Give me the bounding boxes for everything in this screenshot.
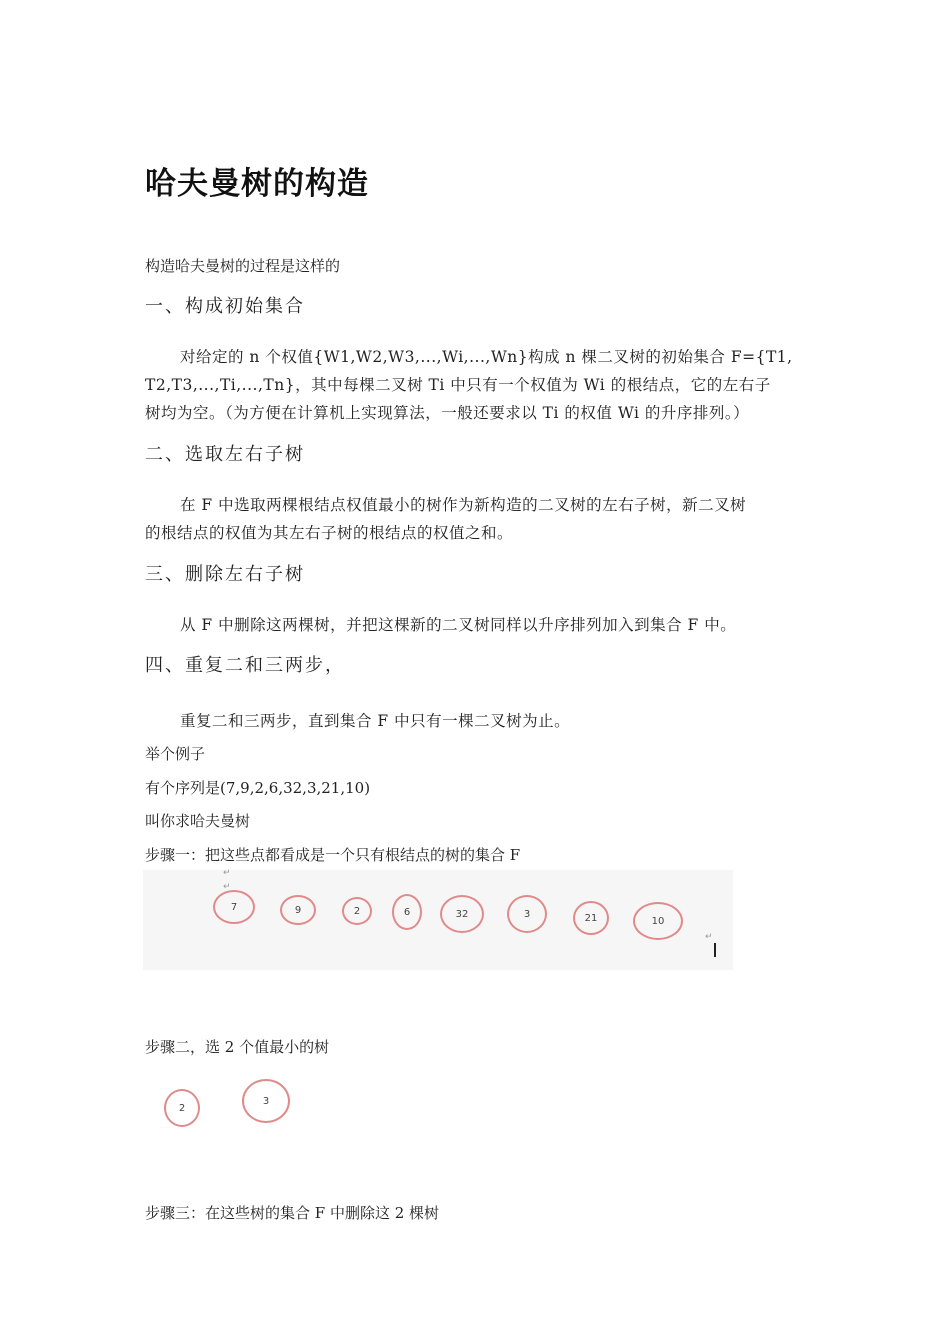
document-title: 哈夫曼树的构造 — [145, 166, 369, 202]
tree-node: 3 — [507, 895, 547, 933]
tree-node: 10 — [633, 902, 683, 940]
example-task: 叫你求哈夫曼树 — [145, 812, 251, 830]
step-1-figure — [143, 870, 733, 970]
tree-node: 21 — [573, 901, 609, 935]
section-3-heading: 三、删除左右子树 — [145, 564, 305, 585]
section-1-heading: 一、构成初始集合 — [145, 296, 305, 317]
return-mark-icon: ↵ — [223, 868, 231, 878]
tree-node: 2 — [342, 897, 372, 925]
step-1-text: 步骤一：把这些点都看成是一个只有根结点的树的集合 F — [145, 846, 521, 864]
section-1-line-3: 树均为空。（为方便在计算机上实现算法，一般还要求以 Ti 的权值 Wi 的升序排列。） — [145, 404, 750, 422]
section-2-line-1: 在 F 中选取两棵根结点权值最小的树作为新构造的二叉树的左右子树，新二叉树 — [180, 496, 747, 514]
step-3-text: 步骤三：在这些树的集合 F 中删除这 2 棵树 — [145, 1204, 440, 1222]
tree-node: 7 — [213, 890, 255, 924]
step-2-figure — [145, 1075, 345, 1135]
section-3-line-1: 从 F 中删除这两棵树，并把这棵新的二叉树同样以升序排列加入到集合 F 中。 — [180, 616, 737, 634]
section-1-line-1: 对给定的 n 个权值{W1,W2,W3,...,Wi,...,Wn}构成 n 棵二叉树的初始集合 F={T1, — [180, 348, 793, 366]
intro-text: 构造哈夫曼树的过程是这样的 — [145, 257, 341, 275]
example-sequence: 有个序列是(7,9,2,6,32,3,21,10) — [145, 779, 371, 797]
tree-node: 32 — [440, 895, 484, 933]
step-2-text: 步骤二，选 2 个值最小的树 — [145, 1038, 330, 1056]
tree-node: 6 — [392, 894, 422, 930]
tree-node: 3 — [242, 1079, 290, 1123]
return-mark-icon: ↵ — [705, 932, 713, 942]
example-label: 举个例子 — [145, 745, 206, 763]
section-2-heading: 二、选取左右子树 — [145, 444, 305, 465]
section-4-line-1: 重复二和三两步，直到集合 F 中只有一棵二叉树为止。 — [180, 712, 571, 730]
tree-node: 9 — [280, 895, 316, 925]
section-2-line-2: 的根结点的权值为其左右子树的根结点的权值之和。 — [145, 524, 514, 542]
tree-node: 2 — [164, 1089, 200, 1127]
section-1-line-2: T2,T3,...,Ti,...,Tn}，其中每棵二叉树 Ti 中只有一个权值为 Wi 的根结点，它的左右子 — [145, 376, 771, 394]
return-mark-icon: ↵ — [223, 882, 231, 892]
text-cursor — [714, 943, 716, 957]
section-4-heading: 四、重复二和三两步， — [145, 655, 345, 676]
